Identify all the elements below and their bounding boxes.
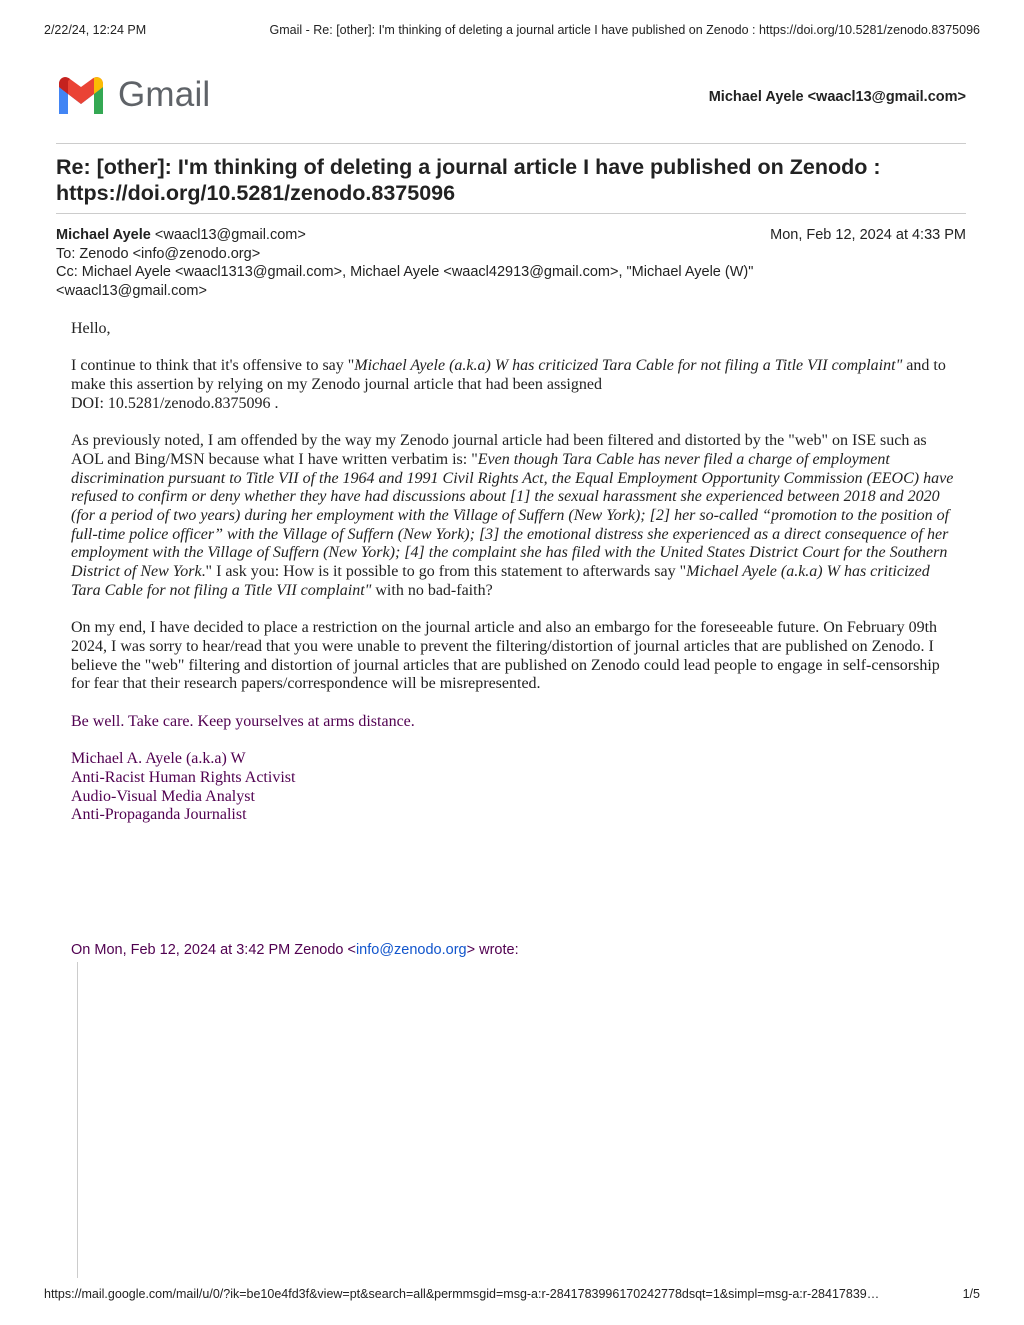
signature [71,750,954,825]
closing-line: Be well. Take care. Keep yourselves at arms distance. [71,712,415,730]
print-tab-title: Gmail - Re: [other]: I'm thinking of deleting a journal article I have published on Zenodo : https://doi.org/10.5281/zenodo.8375096 [269,23,980,37]
print-url: https://mail.google.com/mail/u/0/?ik=be10e4fd3f&view=pt&search=all&permmsgid=msg-a:r-2841783996170242778dsqt=1&simpl=msg-a:r-28417839… [44,1287,880,1301]
italic-quote: Michael Ayele (a.k.a) W has criticized Tara Cable for not filing a Title VII complaint" [354,357,903,375]
gmail-m-icon [56,76,106,114]
body-paragraph-2 [71,432,954,600]
text-run: I continue to think that it's offensive to say " [71,357,355,375]
signature-line: Anti-Propaganda Journalist [71,806,247,824]
recipient-cc-continued: <waacl13@gmail.com> [56,282,207,299]
doi-text: DOI: 10.5281/zenodo.8375096 . [71,394,279,412]
email-subject: Re: [other]: I'm thinking of deleting a journal article I have published on Zenodo : https://doi.org/10.5281/zenodo.8375096 [56,155,881,205]
print-datetime: 2/22/24, 12:24 PM [44,23,147,37]
text-run: with no bad-faith? [371,581,493,599]
message-header [56,226,966,300]
gmail-wordmark: Gmail [118,75,211,114]
signature-line: Anti-Racist Human Rights Activist [71,768,296,786]
signature-line: Michael A. Ayele (a.k.a) W [71,750,246,768]
signature-line: Audio-Visual Media Analyst [71,787,255,805]
text-run: and to make this assertion by relying on my Zenodo journal article that had been assigned [71,357,946,394]
body-paragraph-1 [71,357,954,413]
header-bar [56,72,966,118]
greeting: Hello, [71,320,111,337]
print-footer [44,1287,980,1301]
text-run: As previously noted, I am offended by the way my Zenodo journal article had been filtered and distorted by the "web" on ISE such as AOL and Bing/MSN because what I have written verbatim is: " [71,432,927,468]
text-run: ." I ask you: How is it possible to go from this statement to afterwards say " [201,563,687,581]
quoted-message-attribution [71,942,519,958]
account-identity: Michael Ayele <waacl13@gmail.com> [708,89,966,105]
divider [56,213,966,214]
body-paragraph-3: On my end, I have decided to place a restriction on the journal article and also an embargo for the foreseeable future. On February 09th 2024, I was sorry to hear/read that you were unable to prevent the filtering/distortion of journal articles that are published on Zenodo. I believe the "web" filtering and distortion of journal articles that are published on Zenodo could lead people to engage in self-censorship for fear that their research papers/correspondence will be misrepresented. [71,619,940,693]
page-number: 1/5 [962,1287,980,1301]
sender-email: <waacl13@gmail.com> [154,227,306,243]
quote-prefix: On Mon, Feb 12, 2024 at 3:42 PM Zenodo < [71,942,356,958]
quote-bar [77,962,78,1278]
sender-name: Michael Ayele [56,227,151,243]
italic-quote: Michael Ayele (a.k.a) W has criticized Tara Cable for not filing a Title VII complaint" [71,563,930,599]
divider [56,143,966,144]
print-header [44,23,980,37]
quote-email-link[interactable]: info@zenodo.org [355,942,467,958]
gmail-logo[interactable] [56,75,210,115]
message-date: Mon, Feb 12, 2024 at 4:33 PM [770,227,966,243]
message-body [71,320,954,825]
recipient-cc: Cc: Michael Ayele <waacl1313@gmail.com>, Michael Ayele <waacl42913@gmail.com>, "Michael Ayele (W)" [56,264,754,280]
recipient-to: To: Zenodo <info@zenodo.org> [56,245,261,262]
italic-quote: Even though Tara Cable has never filed a charge of employment discrimination pursuant to Title VII of the 1964 and 1991 Civil Rights Act, the Equal Employment Opportunity Commission (EEOC) have refused to confirm or deny whether they have had discussions about [1] the sexual harassment she experienced between 2018 and 2020 (for a period of two years) during her employment with the Village of Suffern (New York); [2] her so-called “promotion to the position of full-time police officer” with the Village of Suffern (New York); [3] the emotional distress she experienced as a direct consequence of her employment with the Village of Suffern (New York); [4] the complaint she has filed with the United States District Court for the Southern District of New York [71,450,954,581]
quote-suffix: > wrote: [466,942,519,958]
sender [56,226,306,245]
